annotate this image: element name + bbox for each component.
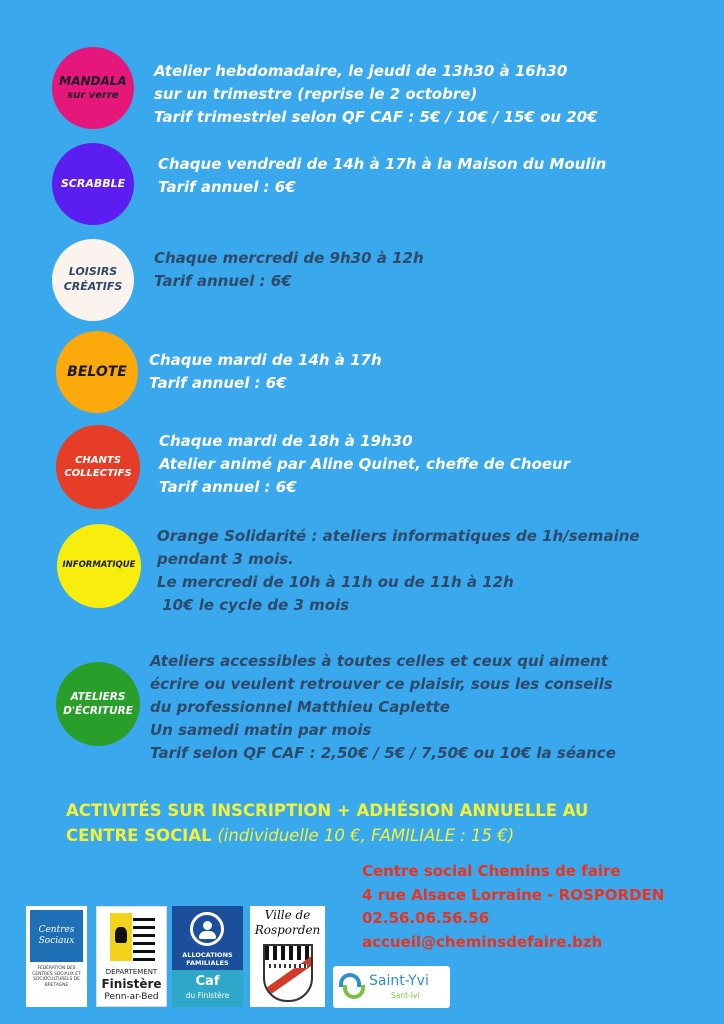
- activity-badge-mandala: [52, 47, 134, 129]
- badge-label: MANDALA: [59, 74, 127, 89]
- logo-caf-finistere: [172, 906, 243, 1007]
- activity-badge-belote: [56, 331, 138, 413]
- activity-badge-informatique: [57, 524, 141, 608]
- contact-email[interactable]: accueil@cheminsdefaire.bzh: [362, 932, 603, 951]
- activity-line: Atelier hebdomadaire, le jeudi de 13h30 à 16h30: [154, 62, 568, 80]
- notice-line-2-detail: (individuelle 10 €, FAMILIALE : 15 €): [217, 826, 515, 845]
- activity-line: Le mercredi de 10h à 11h ou de 11h à 12h: [157, 573, 514, 591]
- saint-yvi-swirl-icon: [339, 973, 365, 1001]
- centres-sociaux-mark: [30, 910, 83, 962]
- activity-line: Atelier animé par Aline Quinet, cheffe de Choeur: [159, 455, 571, 473]
- activity-text-informatique: [157, 525, 640, 617]
- activity-badge-chants-collectifs: [56, 425, 140, 509]
- activity-line: Un samedi matin par mois: [150, 721, 372, 739]
- finistere-coat-of-arms-icon: [110, 913, 155, 961]
- notice-line-1: ACTIVITÉS SUR INSCRIPTION + ADHÉSION ANNUELLE AU: [66, 801, 589, 820]
- finistere-label: Finistère: [101, 977, 162, 991]
- badge-label: SCRABBLE: [60, 176, 126, 190]
- badge-label: ATELIERS: [70, 690, 126, 703]
- activity-badge-ateliers-ecriture: [56, 662, 140, 746]
- activity-text-mandala: [154, 60, 598, 129]
- caf-family-icon: [190, 912, 224, 946]
- federation-caption: FÉDÉRATION DES CENTRES SOCIAUX ET SOCIOCULTURELS DE BRETAGNE: [32, 966, 81, 988]
- ville-de-label: Ville de: [264, 908, 311, 922]
- badge-label: INFORMATIQUE: [62, 560, 136, 571]
- registration-notice: [66, 798, 676, 848]
- contact-name: Centre social Chemins de faire: [362, 862, 621, 880]
- activity-line: Tarif annuel : 6€: [159, 478, 297, 496]
- badge-label: CHANTS: [75, 454, 121, 466]
- rosporden-shield-icon: [263, 944, 313, 1002]
- logo-ville-rosporden: [250, 906, 325, 1007]
- activity-text-belote: [149, 349, 382, 395]
- activity-line: du professionnel Matthieu Caplette: [150, 698, 450, 716]
- rosporden-label: Rosporden: [254, 923, 321, 937]
- caf-finistere-label: du Finistère: [185, 991, 230, 1000]
- activity-line: Chaque mardi de 18h à 19h30: [159, 432, 413, 450]
- logo-saint-yvi: [333, 966, 450, 1008]
- activity-line: Orange Solidarité : ateliers informatiques de 1h/semaine: [157, 527, 640, 545]
- centres-sociaux-mark-text: Centres Sociaux: [38, 925, 75, 946]
- caf-familiales-label: FAMILIALES: [186, 959, 229, 967]
- activity-line: Tarif trimestriel selon QF CAF : 5€ / 10€ / 15€ ou 20€: [154, 108, 598, 126]
- activity-line: Ateliers accessibles à toutes celles et ceux qui aiment: [150, 652, 608, 670]
- activity-badge-scrabble: [52, 143, 134, 225]
- activity-line: Tarif annuel : 6€: [158, 178, 296, 196]
- departement-label: DÉPARTEMENT: [105, 968, 158, 976]
- activity-text-loisirs-creatifs: [154, 247, 424, 293]
- badge-label: COLLECTIFS: [64, 468, 132, 479]
- logo-departement-finistere: [96, 906, 167, 1007]
- saint-yvi-sub: Sant-Ivi: [391, 991, 420, 1000]
- badge-label: sur verre: [67, 90, 119, 102]
- activity-line: Tarif annuel : 6€: [149, 374, 287, 392]
- activity-line: Chaque mercredi de 9h30 à 12h: [154, 249, 424, 267]
- activity-text-ateliers-ecriture: [150, 650, 616, 765]
- activity-line: Tarif selon QF CAF : 2,50€ / 5€ / 7,50€ ou 10€ la séance: [150, 744, 616, 762]
- contact-phone[interactable]: 02.56.06.56.56: [362, 909, 490, 927]
- logo-federation-centres-sociaux: [26, 906, 87, 1007]
- activity-line: Chaque mardi de 14h à 17h: [149, 351, 382, 369]
- badge-label: CRÉATIFS: [63, 280, 123, 293]
- badge-label: BELOTE: [67, 363, 127, 380]
- caf-label: Caf: [195, 974, 220, 989]
- activity-text-chants-collectifs: [159, 430, 570, 499]
- activity-line: Chaque vendredi de 14h à 17h à la Maison du Moulin: [158, 155, 607, 173]
- notice-line-2-bold: CENTRE SOCIAL: [66, 826, 218, 845]
- caf-allocations-label: ALLOCATIONS: [182, 951, 233, 959]
- activity-line: écrire ou veulent retrouver ce plaisir, sous les conseils: [150, 675, 613, 693]
- contact-block: [362, 860, 664, 954]
- badge-label: LOISIRS: [68, 265, 118, 279]
- contact-address: 4 rue Alsace Lorraine - ROSPORDEN: [362, 885, 665, 904]
- activity-line: pendant 3 mois.: [157, 550, 294, 568]
- activity-line: sur un trimestre (reprise le 2 octobre): [154, 85, 478, 103]
- badge-label: D'ÉCRITURE: [63, 705, 133, 717]
- activity-line: 10€ le cycle de 3 mois: [157, 596, 350, 614]
- activity-badge-loisirs-creatifs: [52, 239, 134, 321]
- saint-yvi-name: Saint-Yvi: [369, 973, 429, 989]
- activity-text-scrabble: [158, 153, 606, 199]
- activity-line: Tarif annuel : 6€: [154, 272, 292, 290]
- penn-ar-bed-label: Penn-ar-Bed: [104, 992, 159, 1002]
